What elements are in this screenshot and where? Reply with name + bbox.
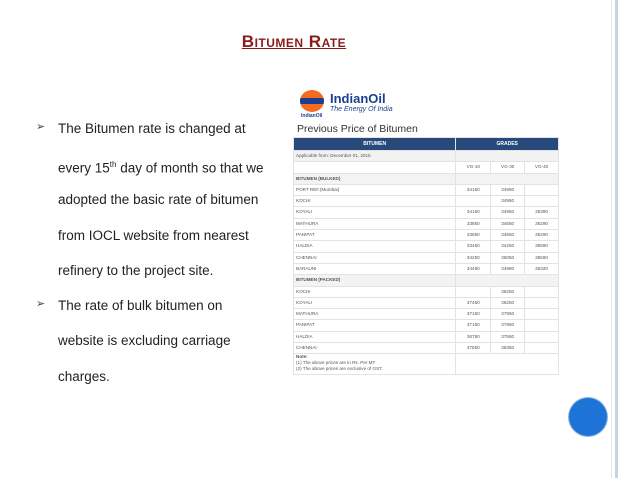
refinery-name: PANIPAT <box>294 230 456 241</box>
grade-label: VG-30 <box>491 162 525 173</box>
refinery-name: MATHURA <box>294 218 456 229</box>
table-row <box>294 196 559 207</box>
refinery-name: KOYALI <box>294 207 456 218</box>
table-row <box>294 252 559 263</box>
refinery-name: KOCHI <box>294 286 456 297</box>
price-cell: 37550 <box>456 343 491 354</box>
price-cell <box>525 343 559 354</box>
price-cell: 37950 <box>491 320 525 331</box>
table-note: Note: (1) The above prices are in Rs. Per MT (2) The above prices are exclusive of GST. <box>294 354 456 375</box>
price-cell: 34650 <box>491 218 525 229</box>
table-row <box>294 343 559 354</box>
price-cell <box>525 309 559 320</box>
price-cell <box>525 196 559 207</box>
table-section-row <box>294 173 559 184</box>
price-cell: 37550 <box>491 331 525 342</box>
bullet-line: The Bitumen rate is changed at <box>58 121 246 136</box>
price-table <box>293 137 559 375</box>
refinery-name: MATHURA <box>294 309 456 320</box>
table-row <box>294 331 559 342</box>
table-row <box>294 230 559 241</box>
refinery-name: PORT REF.(Mumbai) <box>294 184 456 195</box>
grade-label: VG-10 <box>456 162 491 173</box>
bullet-line: from IOCL website from nearest <box>58 227 249 243</box>
price-cell <box>456 196 491 207</box>
price-cell: 35290 <box>525 230 559 241</box>
price-cell: 34950 <box>491 184 525 195</box>
grades-row <box>294 162 559 173</box>
price-cell: 37950 <box>491 309 525 320</box>
refinery-name: HALDIA <box>294 241 456 252</box>
price-cell: 38250 <box>491 297 525 308</box>
slide-border-inner <box>611 0 612 478</box>
bullet-arrow-icon: ➢ <box>36 121 46 133</box>
price-cell: 34480 <box>456 263 491 274</box>
table-row <box>294 184 559 195</box>
price-cell: 34980 <box>491 263 525 274</box>
applicable-date: Applicable from: December 01, 2015 <box>294 151 456 162</box>
refinery-name: PANIPAT <box>294 320 456 331</box>
table-row <box>294 218 559 229</box>
table-section-row <box>294 275 559 286</box>
price-cell: 33850 <box>456 230 491 241</box>
bullet-line: every 15th day of month so that we <box>58 159 264 175</box>
bullet-list <box>36 120 266 403</box>
refinery-name: KOYALI <box>294 297 456 308</box>
price-cell: 36320 <box>525 263 559 274</box>
price-cell: 35590 <box>525 241 559 252</box>
price-cell: 34150 <box>456 207 491 218</box>
slide-border <box>615 0 618 478</box>
price-cell: 35290 <box>525 218 559 229</box>
section-label: BITUMEN (BULKED) <box>294 173 456 184</box>
bullet-item <box>36 120 266 298</box>
bullet-line: The rate of bulk bitumen on <box>58 297 223 313</box>
section-label: BITUMEN (PACKED) <box>294 275 456 286</box>
price-cell: 37150 <box>456 320 491 331</box>
header-bitumen: BITUMEN <box>294 138 456 151</box>
decorative-circle <box>569 398 607 436</box>
price-cell: 35390 <box>525 207 559 218</box>
note-row <box>294 354 559 375</box>
bullet-line: website is excluding carriage <box>58 333 231 348</box>
refinery-name: KOCHI <box>294 196 456 207</box>
indianoil-logo <box>300 90 400 120</box>
price-cell: 33850 <box>456 218 491 229</box>
price-cell <box>525 297 559 308</box>
table-row <box>294 241 559 252</box>
price-cell: 35590 <box>525 252 559 263</box>
bullet-line: adopted the basic rate of bitumen <box>58 192 259 207</box>
table-row <box>294 263 559 274</box>
emblem-label: IndianOil <box>301 113 323 119</box>
price-cell <box>525 184 559 195</box>
refinery-name: HALDIA <box>294 331 456 342</box>
price-cell: 35050 <box>491 252 525 263</box>
price-cell: 34950 <box>491 207 525 218</box>
price-cell: 34250 <box>491 241 525 252</box>
bullet-line: refinery to the project site. <box>58 263 214 278</box>
price-cell: 33450 <box>456 241 491 252</box>
refinery-name: CHENNAI <box>294 252 456 263</box>
price-cell <box>525 320 559 331</box>
slide-title: Bitumen Rate <box>241 32 347 51</box>
table-row <box>294 286 559 297</box>
table-header-row <box>294 138 559 151</box>
price-cell: 34650 <box>491 230 525 241</box>
table-row <box>294 207 559 218</box>
refinery-name: CHENNAI <box>294 343 456 354</box>
price-cell: 37150 <box>456 309 491 320</box>
price-cell: 37450 <box>456 297 491 308</box>
indianoil-emblem-icon <box>300 90 324 112</box>
price-cell: 34950 <box>491 196 525 207</box>
price-cell <box>525 331 559 342</box>
table-row <box>294 297 559 308</box>
applicable-row <box>294 151 559 162</box>
grade-label: VG-40 <box>525 162 559 173</box>
bullet-arrow-icon: ➢ <box>36 297 46 310</box>
brand-name: IndianOil <box>330 91 386 106</box>
bullet-item <box>36 297 266 404</box>
price-cell: 34150 <box>456 184 491 195</box>
bullet-line: charges. <box>58 368 110 384</box>
price-cell <box>456 286 491 297</box>
table-row <box>294 320 559 331</box>
brand-tagline: The Energy Of India <box>330 106 393 113</box>
price-cell: 38250 <box>491 286 525 297</box>
price-heading: Previous Price of Bitumen <box>297 123 418 135</box>
refinery-name: BARAUNI <box>294 263 456 274</box>
price-cell: 34250 <box>456 252 491 263</box>
header-grades: GRADES <box>456 138 559 151</box>
price-cell: 36750 <box>456 331 491 342</box>
price-cell <box>525 286 559 297</box>
price-cell: 38350 <box>491 343 525 354</box>
table-row <box>294 309 559 320</box>
